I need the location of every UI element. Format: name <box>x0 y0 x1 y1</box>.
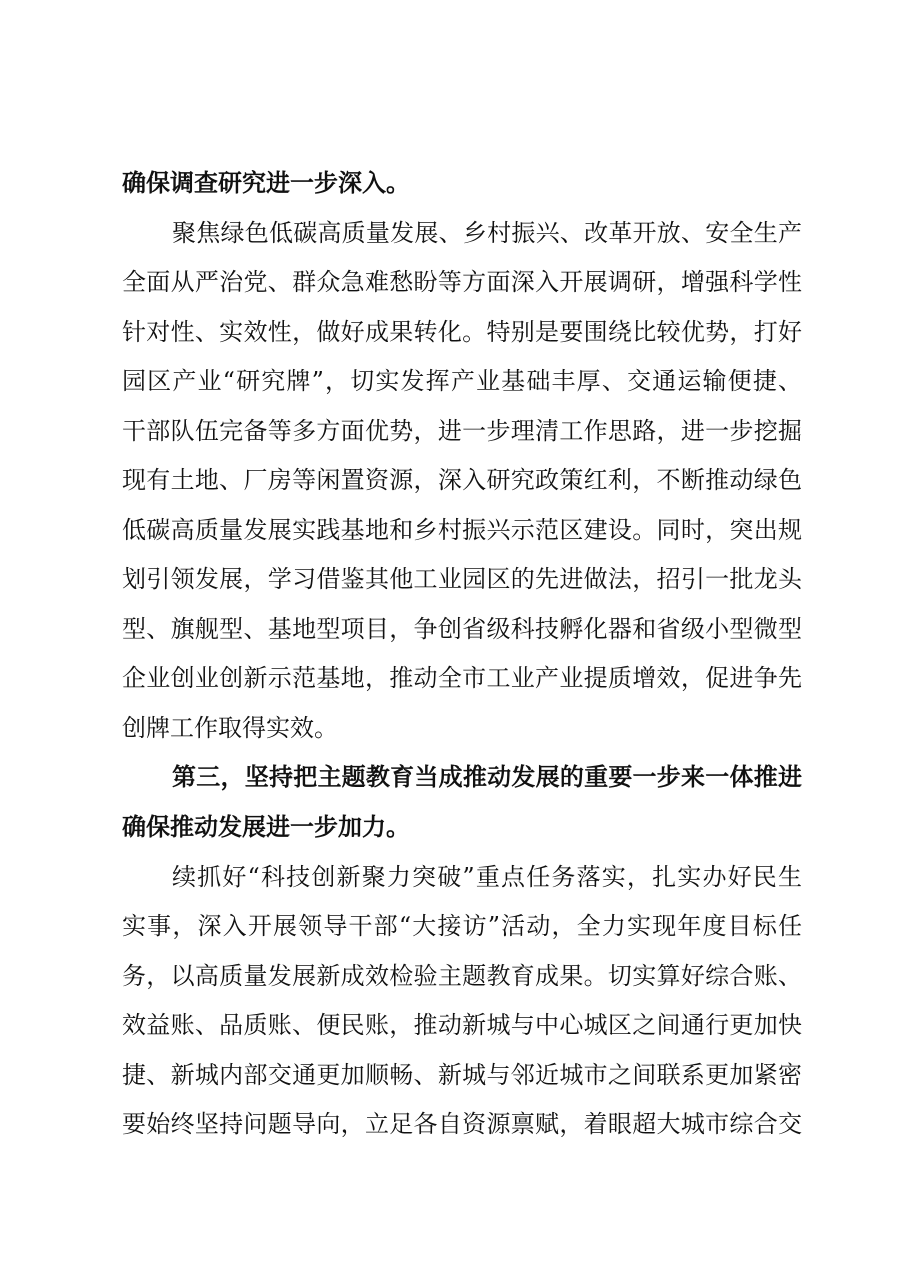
paragraph-line: 要始终坚持问题导向，立足各自资源禀赋，着眼超大城市综合交 <box>122 1110 802 1138</box>
paragraph-line: 型、旗舰型、基地型项目，争创省级科技孵化器和省级小型微型 <box>122 615 802 643</box>
section-heading: 第三，坚持把主题教育当成推动发展的重要一步来一体推进 <box>172 763 802 791</box>
paragraph-line: 全面从严治党、群众急难愁盼等方面深入开展调研，增强科学性 <box>122 268 802 296</box>
paragraph-line: 捷、新城内部交通更加顺畅、新城与邻近城市之间联系更加紧密 <box>122 1061 802 1089</box>
paragraph-line: 创牌工作取得实效。 <box>122 714 338 742</box>
paragraph-line: 低碳高质量发展实践基地和乡村振兴示范区建设。同时，突出规 <box>122 516 802 544</box>
section-heading-continuation: 确保推动发展进一步加力。 <box>122 813 410 841</box>
paragraph-line: 实事，深入开展领导干部“大接访”活动，全力实现年度目标任 <box>122 912 802 940</box>
heading-continuation: 确保调查研究进一步深入。 <box>122 169 410 197</box>
paragraph-line: 干部队伍完备等多方面优势，进一步理清工作思路，进一步挖掘 <box>122 417 802 445</box>
paragraph-line: 效益账、品质账、便民账，推动新城与中心城区之间通行更加快 <box>122 1011 802 1039</box>
paragraph-line: 续抓好“科技创新聚力突破”重点任务落实，扎实办好民生 <box>172 863 802 891</box>
paragraph-line: 园区产业“研究牌”，切实发挥产业基础丰厚、交通运输便捷、 <box>122 367 802 395</box>
paragraph-line: 现有土地、厂房等闲置资源，深入研究政策红利，不断推动绿色 <box>122 466 802 494</box>
paragraph-line: 企业创业创新示范基地，推动全市工业产业提质增效，促进争先 <box>122 664 802 692</box>
paragraph-line: 聚焦绿色低碳高质量发展、乡村振兴、改革开放、安全生产 <box>172 219 802 247</box>
paragraph-line: 务，以高质量发展新成效检验主题教育成果。切实算好综合账、 <box>122 962 802 990</box>
paragraph-line: 针对性、实效性，做好成果转化。特别是要围绕比较优势，打好 <box>122 318 802 346</box>
paragraph-line: 划引领发展，学习借鉴其他工业园区的先进做法，招引一批龙头 <box>122 565 802 593</box>
